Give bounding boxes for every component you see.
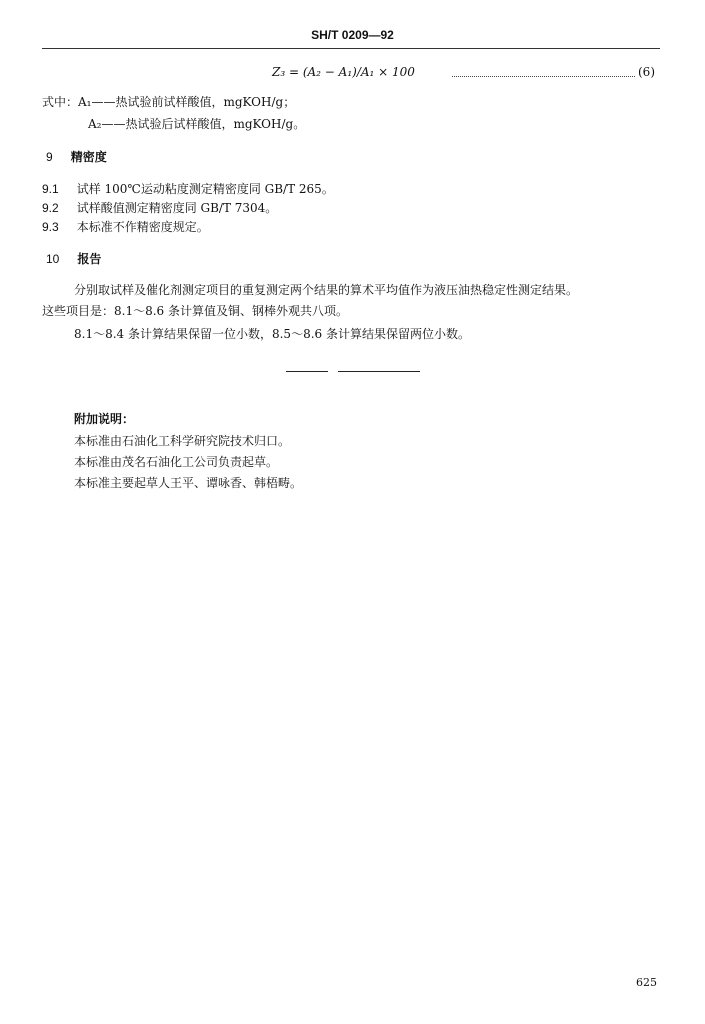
- section-9-heading: [46, 148, 107, 165]
- item-9-3: [42, 218, 209, 235]
- formula-6: Z₃ = (A₂ − A₁)/A₁ × 100: [272, 65, 415, 79]
- formula-number: (6): [638, 65, 655, 79]
- item-9-2-text: 试样酸值测定精密度同 GB/T 7304。: [76, 201, 278, 215]
- end-divider-right: [358, 371, 420, 372]
- where-line-2: A₂——热试验后试样酸值，mgKOH/g。: [88, 117, 306, 131]
- end-divider-left: [286, 371, 328, 372]
- item-9-1-number: 9.1: [42, 182, 59, 196]
- section-10-number: 10: [46, 252, 60, 266]
- item-9-1: [42, 180, 334, 197]
- item-9-2: [42, 199, 277, 216]
- report-paragraph-1a: 分别取试样及催化剂测定项目的重复测定两个结果的算术平均值作为液压油热稳定性测定结果。: [74, 283, 579, 297]
- appendix-line-3: 本标准主要起草人王平、谭咏香、韩梧畴。: [74, 476, 303, 490]
- page-number: 625: [636, 976, 657, 989]
- header-rule: [42, 48, 660, 49]
- appendix-line-2: 本标准由茂名石油化工公司负责起草。: [74, 455, 279, 469]
- section-9-title: 精密度: [70, 150, 107, 164]
- item-9-1-text: 试样 100℃运动粘度测定精密度同 GB/T 265。: [76, 182, 334, 196]
- item-9-2-number: 9.2: [42, 201, 59, 215]
- section-10-title: 报告: [77, 252, 102, 266]
- appendix-title: 附加说明：: [74, 412, 135, 426]
- appendix-line-1: 本标准由石油化工科学研究院技术归口。: [74, 434, 291, 448]
- where-line-1: 式中：A₁——热试验前试样酸值，mgKOH/g；: [42, 95, 296, 109]
- item-9-3-text: 本标准不作精密度规定。: [76, 220, 209, 234]
- report-paragraph-2: 8.1～8.4 条计算结果保留一位小数，8.5～8.6 条计算结果保留两位小数。: [74, 327, 470, 341]
- page-header-code: SH/T 0209—92: [311, 28, 394, 42]
- section-9-number: 9: [46, 150, 53, 164]
- report-paragraph-1b: 这些项目是：8.1～8.6 条计算值及铜、钢棒外观共八项。: [42, 304, 348, 318]
- item-9-3-number: 9.3: [42, 220, 59, 234]
- section-10-heading: [46, 250, 101, 267]
- end-divider-mid: [338, 371, 358, 372]
- formula-leader-dots: [452, 66, 635, 77]
